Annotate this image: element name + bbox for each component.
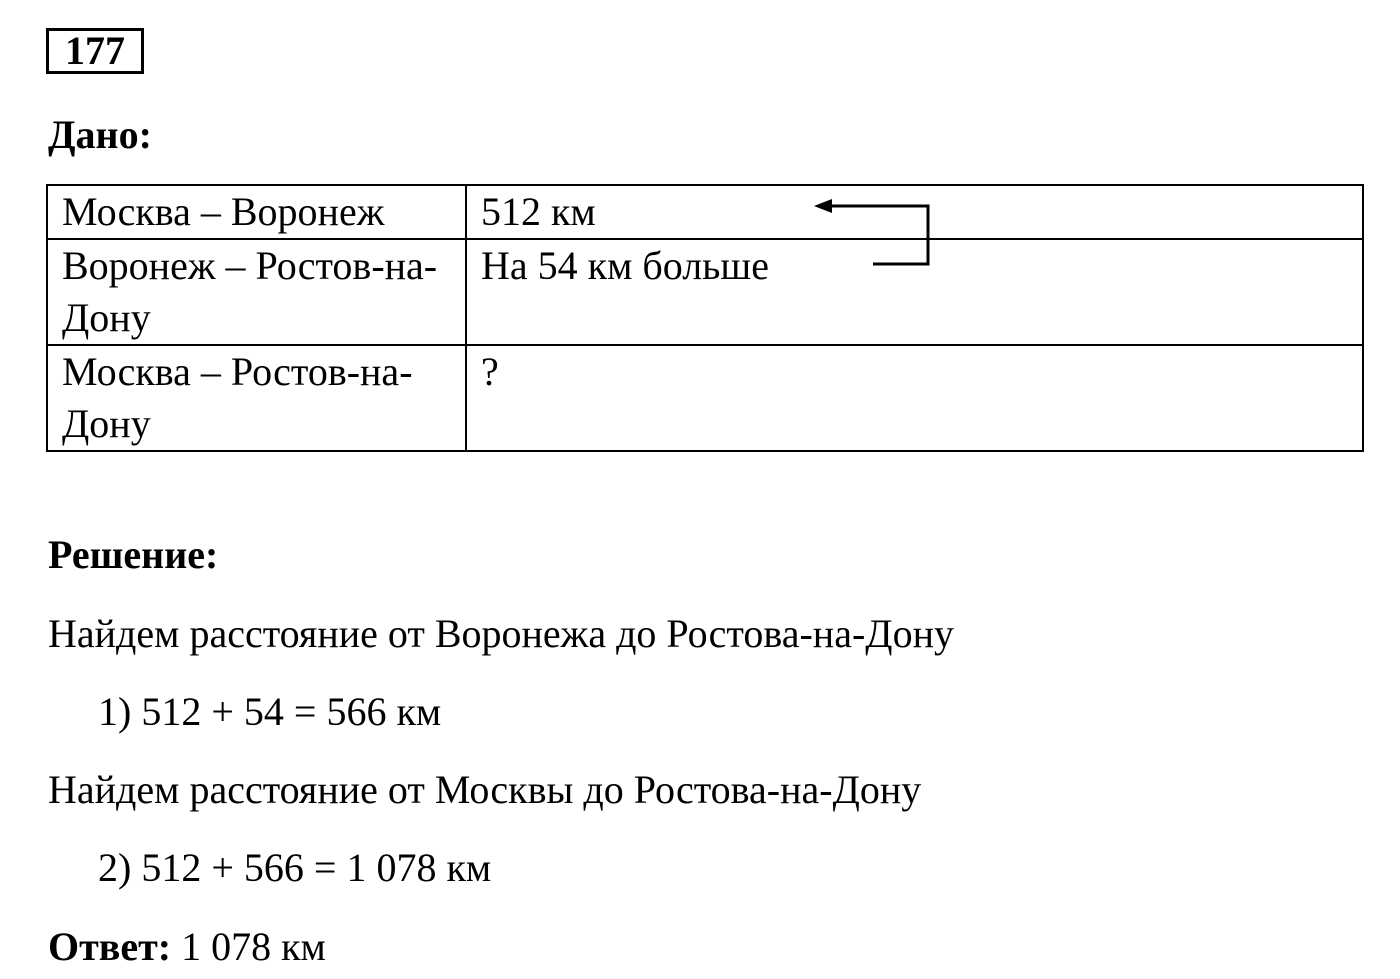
answer-line — [48, 924, 326, 970]
table-row — [47, 185, 1363, 239]
solution-heading: Решение: — [48, 532, 219, 577]
table-cell-value: На 54 км больше — [466, 239, 1363, 345]
table-row — [47, 345, 1363, 451]
answer-label: Ответ: — [48, 924, 172, 969]
table-cell-value: 512 км — [466, 185, 1363, 239]
step-description: Найдем расстояние от Москвы до Ростова-на-Дону — [48, 767, 922, 812]
step-calculation: 1) 512 + 54 = 566 км — [98, 689, 442, 734]
table-cell-label: Воронеж – Ростов-на-Дону — [47, 239, 466, 345]
answer-value: 1 078 км — [181, 924, 326, 969]
table-cell-label: Москва – Ростов-на-Дону — [47, 345, 466, 451]
table-row — [47, 239, 1363, 345]
problem-number-box: 177 — [46, 28, 144, 74]
given-heading: Дано: — [48, 112, 152, 157]
step-description: Найдем расстояние от Воронежа до Ростова-на-Дону — [48, 611, 954, 656]
given-table — [46, 184, 1364, 452]
table-cell-value: ? — [466, 345, 1363, 451]
comparison-arrow-icon — [800, 190, 950, 280]
table-cell-label: Москва – Воронеж — [47, 185, 466, 239]
step-calculation: 2) 512 + 566 = 1 078 км — [98, 845, 492, 890]
